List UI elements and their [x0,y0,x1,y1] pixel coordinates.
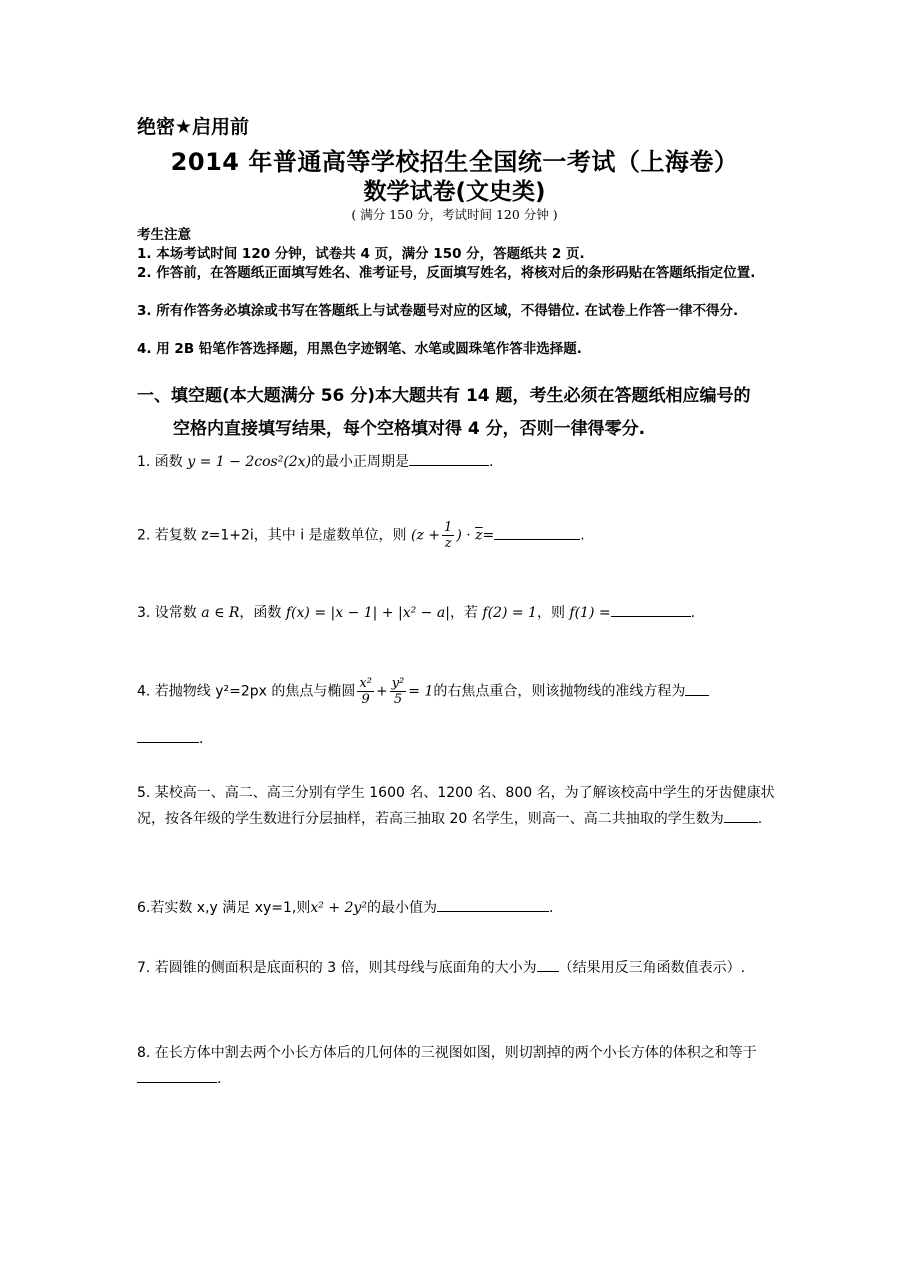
answer-blank-7[interactable] [537,955,559,972]
notice-item-3: 3. 所有作答务必填涂或书写在答题纸上与试卷题号对应的区域，不得错位. 在试卷上作答一律不得分. [137,303,739,319]
question-6: 6.若实数 x,y 满足 xy=1,则x² + 2y²的最小值为 . [137,895,787,921]
answer-blank-3[interactable] [611,600,691,617]
answer-blank-5[interactable] [724,806,758,823]
question-4: 4. 若抛物线 y²=2px 的焦点与椭圆 $\frac{\text{x²}}{9}$ + $\frac{\text{y²}}{5}$ = 1的右焦点重合，则该抛物线的准线方程为 [137,676,787,707]
exam-time-note: ( 满分 150 分，考试时间 120 分钟 ) [351,207,558,222]
answer-blank-6[interactable] [437,895,549,912]
question-2-prefix: 2. 若复数 z=1+2i，其中 i 是虚数单位，则 [137,527,407,544]
question-3-prefix: 3. 设常数 [137,605,197,621]
notice-item-1: 1. 本场考试时间 120 分钟，试卷共 4 页，满分 150 分，答题纸共 2 页. [137,246,585,262]
question-4-prefix: 4. 若抛物线 y²=2px 的焦点与椭圆 [137,683,356,700]
question-5: 5. 某校高一、高二、高三分别有学生 1600 名、1200 名、800 名，为了解该校高中学生的牙齿健康状况，按各年级的学生数进行分层抽样，若高三抽取 20 名学生，则高一、高二共抽取的学生数为 . [137,785,775,827]
question-2-suffix: = [482,527,495,544]
question-3-given: f(2) = 1 [482,605,537,621]
question-3-condition: a ∈ R [201,605,240,621]
notice-item-2: 2. 作答前，在答题纸正面填写姓名、准考证号，反面填写姓名，将核对后的条形码贴在答题纸指定位置. [137,265,756,281]
secret-label: 绝密★启用前 [137,116,250,138]
answer-blank-2[interactable] [494,523,580,540]
question-3-formula: f(x) = |x − 1| + |x² − a| [285,605,450,621]
question-4-fraction-x: $\frac{\text{x²}}{9}$ [359,676,372,707]
question-2-fraction: $\frac{1}{z}$ [444,520,453,551]
exam-title: 2014 年普通高等学校招生全国统一考试（上海卷） [170,148,739,176]
question-7-prefix: 7. 若圆锥的侧面积是底面积的 3 倍，则其母线与底面角的大小为 [137,960,537,976]
answer-blank-8[interactable] [137,1066,217,1083]
question-3-ask: f(1) = [569,605,611,621]
answer-blank-4b[interactable] [137,726,199,743]
section-1-line-2: 空格内直接填写结果，每个空格填对得 4 分，否则一律得零分. [173,419,646,439]
question-3-given-pre: ，若 [449,605,478,621]
question-7 [137,955,787,981]
question-8-text: 8. 在长方体中割去两个小长方体后的几何体的三视图如图，则切割掉的两个小长方体的体积之和等于 [137,1045,757,1061]
answer-blank-4a[interactable] [685,679,709,696]
question-3-mid: ，函数 [239,605,282,621]
question-3-ask-pre: ，则 [536,605,565,621]
question-4-continued: . [137,726,787,752]
question-6-prefix: 6.若实数 x,y 满足 xy=1,则 [137,900,311,916]
section-1-line-1: 一、填空题(本大题满分 56 分)本大题共有 14 题，考生必须在答题纸相应编号的 [137,386,751,406]
question-1-suffix: 的最小正周期是 [311,454,410,470]
section-1-instructions [137,380,787,446]
notice-item-4: 4. 用 2B 铅笔作答选择题，用黑色字迹钢笔、水笔或圆珠笔作答非选择题. [137,341,582,357]
question-8: 8. 在长方体中割去两个小长方体后的几何体的三视图如图，则切割掉的两个小长方体的体积之和等于. [137,1045,757,1087]
answer-blank-1[interactable] [409,449,489,466]
question-6-suffix: 的最小值为 [366,900,437,916]
exam-subject: 数学试卷(文史类) [363,179,546,205]
question-3: 3. 设常数 a ∈ R，函数 f(x) = |x − 1| + |x² − a|，若 f(2) = 1，则 f(1) = . [137,600,787,626]
question-1-prefix: 1. 函数 [137,454,183,470]
question-4-suffix: 的右焦点重合，则该抛物线的准线方程为 [433,683,686,700]
question-4-fraction-y: $\frac{\text{y²}}{5}$ [391,676,405,707]
question-2: 2. 若复数 z=1+2i，其中 i 是虚数单位，则 (z + $\frac{1}{z}$ ) · $\overline{z}=$ . [137,520,585,551]
question-7-suffix: （结果用反三角函数值表示）. [558,960,746,976]
question-5-text: 5. 某校高一、高二、高三分别有学生 1600 名、1200 名、800 名，为了解该校高中学生的牙齿健康状况，按各年级的学生数进行分层抽样，若高三抽取 20 名学生，则高一、高二共抽取的学生数为 [137,785,775,827]
question-4-equals: = 1 [408,683,434,700]
question-1-formula: y = 1 − 2cos²(2x) [187,454,312,470]
question-6-formula: x² + 2y² [310,900,367,916]
question-1: 1. 函数 y = 1 − 2cos²(2x)的最小正周期是 . [137,449,787,475]
notice-heading: 考生注意 [137,227,191,243]
